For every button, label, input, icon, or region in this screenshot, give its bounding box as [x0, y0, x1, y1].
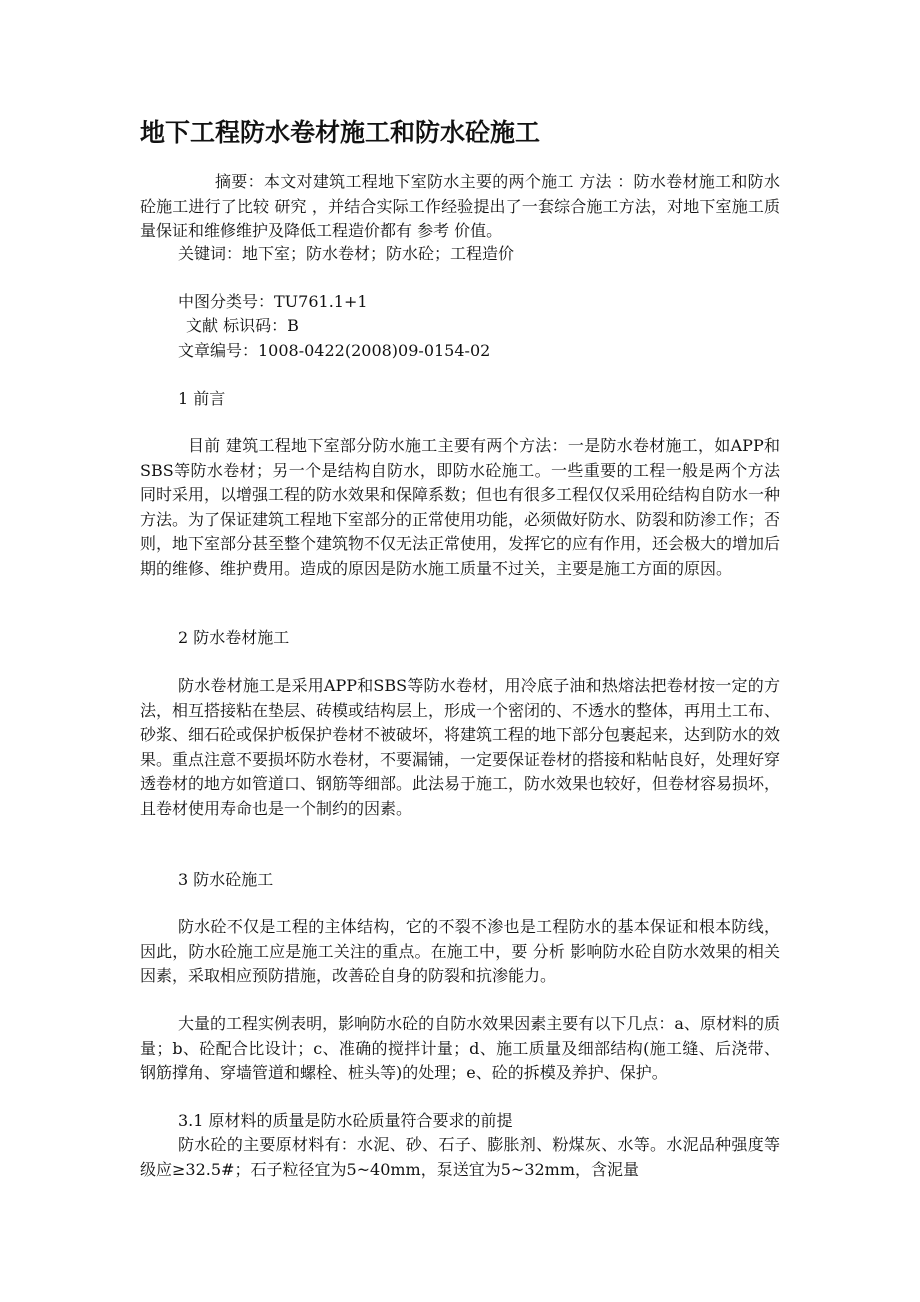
document-title: 地下工程防水卷材施工和防水砼施工 — [140, 118, 541, 147]
keywords-line: 关键词：地下室；防水卷材；防水砼；工程造价 — [178, 244, 515, 263]
section-3-1-heading: 3.1 原材料的质量是防水砼质量符合要求的前提 — [178, 1111, 513, 1130]
article-number: 文章编号：1008-0422(2008)09-0154-02 — [178, 341, 491, 360]
section-1-heading: 1 前言 — [178, 389, 226, 408]
document-code: 文献 标识码：B — [186, 316, 299, 335]
section-3-heading: 3 防水砼施工 — [178, 870, 274, 889]
section-2-body: 防水卷材施工是采用APP和SBS等防水卷材，用冷底子油和热熔法把卷材按一定的方法，相互搭接粘在垫层、砖模或结构层上，形成一个密闭的、不透水的整体，再用土工布、砂浆、细石砼或保护板保护卷材不被破坏，将建筑工程的地下部分包裹起来，达到防水的效果。重点注意不要损坏防水卷材，不要漏铺，一定要保证卷材的搭接和粘帖良好，处理好穿透卷材的地方如管道口、钢筋等细部。此法易于施工，防水效果也较好，但卷材容易损坏，且卷材使用寿命也是一个制约的因素。 — [140, 676, 781, 818]
abstract-paragraph: 摘要：本文对建筑工程地下室防水主要的两个施工 方法 ：防水卷材施工和防水砼施工进行了比较 研究 ，并结合实际工作经验提出了一套综合施工方法，对地下室施工质量保证和维修维护及降低工程造价都有 参考 价值。 — [140, 172, 780, 240]
section-1-body: 目前 建筑工程地下室部分防水施工主要有两个方法：一是防水卷材施工，如APP和SBS等防水卷材；另一个是结构自防水，即防水砼施工。一些重要的工程一般是两个方法同时采用，以增强工程的防水效果和保障系数；但也有很多工程仅仅采用砼结构自防水一种方法。为了保证建筑工程地下室部分的正常使用功能，必须做好防水、防裂和防渗工作；否则，地下室部分甚至整个建筑物不仅无法正常使用，发挥它的应有作用，还会极大的增加后期的维修、维护费用。造成的原因是防水施工质量不过关，主要是施工方面的原因。 — [140, 436, 781, 578]
section-3-body-1: 防水砼不仅是工程的主体结构，它的不裂不渗也是工程防水的基本保证和根本防线，因此，防水砼施工应是施工关注的重点。在施工中，要 分析 影响防水砼自防水效果的相关因素，采取相应预防措施，改善砼自身的防裂和抗渗能力。 — [140, 917, 780, 985]
section-3-body-2: 大量的工程实例表明，影响防水砼的自防水效果因素主要有以下几点：a、原材料的质量；b、砼配合比设计；c、准确的搅拌计量；d、施工质量及细部结构(施工缝、后浇带、钢筋撑角、穿墙管道和螺栓、桩头等)的处理；e、砼的拆模及养护、保护。 — [140, 1014, 780, 1082]
section-3-1-body: 防水砼的主要原材料有：水泥、砂、石子、膨胀剂、粉煤灰、水等。水泥品种强度等级应≥32.5#；石子粒径宜为5~40mm，泵送宜为5~32mm，含泥量 — [140, 1135, 780, 1179]
section-2-heading: 2 防水卷材施工 — [178, 628, 290, 647]
classification-number: 中图分类号：TU761.1+1 — [178, 292, 368, 311]
